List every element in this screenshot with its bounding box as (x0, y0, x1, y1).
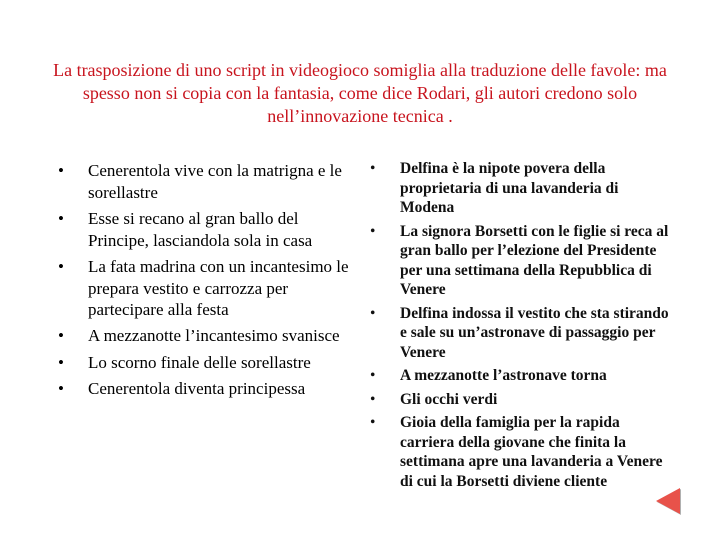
bullet-icon: • (58, 161, 64, 180)
bullet-icon: • (58, 208, 64, 228)
back-triangle-icon[interactable] (656, 488, 680, 514)
list-item-text: La signora Borsetti con le figlie si reca al gran ballo per l’elezione del Presidente per una settimana della Repubblica di Venere (400, 222, 669, 299)
bullet-icon: • (58, 378, 64, 398)
list-item (58, 352, 358, 374)
list-item-text: Delfina è la nipote povera della proprietaria di una lavanderia di Modena (400, 160, 619, 217)
list-item-text: Gioia della famiglia per la rapida carriera della giovane che finita la settimana apre una lavanderia a Venere di cui la Borsetti diviene cliente (400, 414, 663, 490)
list-item (370, 390, 670, 410)
list-item-text: Esse si recano al gran ballo del Principe, lasciandola sola in casa (88, 208, 313, 250)
bullet-icon: • (58, 326, 64, 346)
list-item (370, 159, 670, 218)
list-item (58, 378, 358, 400)
list-item-text: Lo scorno finale delle sorellastre (88, 352, 311, 372)
list-item (370, 304, 670, 363)
slide-title: La trasposizione di uno script in videogioco somiglia alla traduzione delle favole: ma spesso non si copia con la fantasia, come dice Rodari, gli autori credono solo nell’innovazione tecnica . (53, 60, 667, 126)
bullet-icon: • (370, 414, 376, 432)
list-item-text: Gli occhi verdi (400, 390, 498, 408)
list-item (370, 366, 670, 386)
list-item-text: Delfina indossa il vestito che sta stirando e sale su un’astronave di passaggio per Venere (400, 304, 669, 361)
delfina-list (370, 159, 670, 495)
bullet-icon: • (370, 304, 376, 322)
list-item (370, 413, 670, 491)
list-item-text: A mezzanotte l’astronave torna (400, 367, 607, 385)
list-item (58, 160, 358, 203)
list-item (58, 208, 358, 251)
list-item-text: Cenerentola vive con la matrigna e le sorellastre (88, 161, 342, 202)
bullet-icon: • (370, 367, 376, 385)
list-item (58, 325, 358, 347)
list-item (370, 222, 670, 300)
bullet-icon: • (58, 256, 64, 276)
bullet-icon: • (370, 160, 376, 177)
bullet-icon: • (370, 222, 376, 240)
bullet-icon: • (370, 390, 376, 408)
cinderella-list (58, 160, 358, 404)
list-item-text: Cenerentola diventa principessa (88, 378, 306, 398)
bullet-icon: • (58, 352, 64, 372)
list-item-text: La fata madrina con un incantesimo le prepara vestito e carrozza per partecipare alla festa (88, 256, 349, 320)
list-item (58, 256, 358, 321)
list-item-text: A mezzanotte l’incantesimo svanisce (88, 326, 340, 346)
